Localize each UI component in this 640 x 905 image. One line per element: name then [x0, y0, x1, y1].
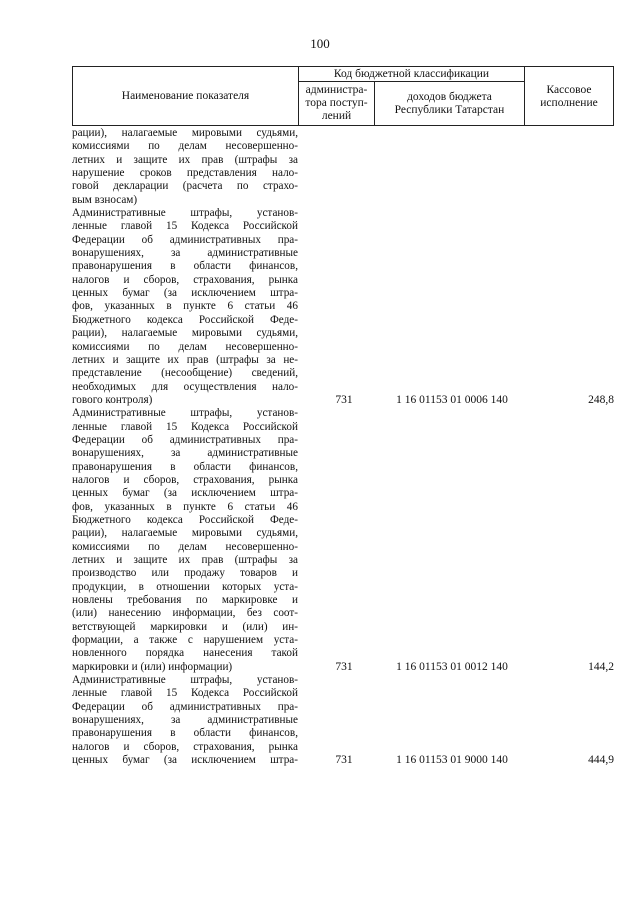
table-row [72, 407, 614, 674]
header-income: доходов бюджета Республики Татарстан [394, 91, 505, 116]
row-indicator-text: Административные штрафы, установ- ленные главой 15 Кодекса Российской Федерации об административных пра- вонарушениях, за административные правонарушения в области финансов, налогов и сборов, страхования, рынка ценных бумаг (за исключением штра- [72, 674, 298, 767]
row-amount: 248,8 [588, 393, 614, 406]
row-indicator-text: Административные штрафы, установ- ленные главой 15 Кодекса Российской Федерации об административных пра- вонарушениях, за административные правонарушения в области финансов, налогов и сборов, страхования, рынка ценных бумаг (за исключением штра- фов, указанных в пункте 6 статьи 46 Бюджетного кодекса Российской Феде- рации), налагаемые мировыми судьями, комиссиями по делам несовершенно- летних и защите их прав (штрафы за производство или продажу товаров и продукции, в отношении которых уста- новлены требования по маркировке и (или) нанесению информации, без соот- ветствующей маркировки и (или) ин- формации, а также с нарушением уста- новленного порядка нанесения такой маркировки и (или) информации) [72, 407, 298, 673]
row-admin-code: 731 [335, 660, 353, 673]
row-income-code: 1 16 01153 01 0012 140 [396, 660, 508, 673]
row-amount: 444,9 [588, 754, 614, 767]
row-indicator-text: рации), налагаемые мировыми судьями, комиссиями по делам несовершенно- летних и защите их прав (штрафы за нарушение сроков представления нало- говой декларации (расчета по страхо- вым взносам) [72, 127, 298, 206]
row-income-code: 1 16 01153 01 0006 140 [396, 393, 508, 406]
header-right-border [613, 66, 614, 126]
header-bottom-border [72, 125, 614, 126]
row-amount: 144,2 [588, 660, 614, 673]
row-indicator-text: Административные штрафы, установ- ленные главой 15 Кодекса Российской Федерации об административных пра- вонарушениях, за административные правонарушения в области финансов, налогов и сборов, страхования, рынка ценных бумаг (за исключением штра- фов, указанных в пункте 6 статьи 46 Бюджетного кодекса Российской Феде- рации), налагаемые мировыми судьями, комиссиями по делам несовершенно- летних и защите их прав (штрафы за не- представление (несообщение) сведений, необходимых для осуществления нало- гового контроля) [72, 207, 298, 406]
table-row [72, 127, 614, 207]
row-income-code: 1 16 01153 01 9000 140 [396, 754, 508, 767]
header-code-group: Код бюджетной классификации [333, 68, 490, 80]
header-indicator: Наименование показателя [121, 90, 250, 102]
row-admin-code: 731 [335, 754, 353, 767]
row-admin-code: 731 [335, 393, 353, 406]
table-header [72, 66, 614, 126]
page-number: 100 [310, 36, 330, 51]
header-admin: администра- тора поступ- лений [305, 84, 368, 122]
table-row [72, 674, 614, 767]
header-top-border [72, 66, 614, 67]
table-row [72, 207, 614, 407]
header-subgroup-line [298, 81, 525, 82]
table-body [72, 127, 614, 768]
header-cash: Кассовое исполнение [540, 84, 598, 109]
